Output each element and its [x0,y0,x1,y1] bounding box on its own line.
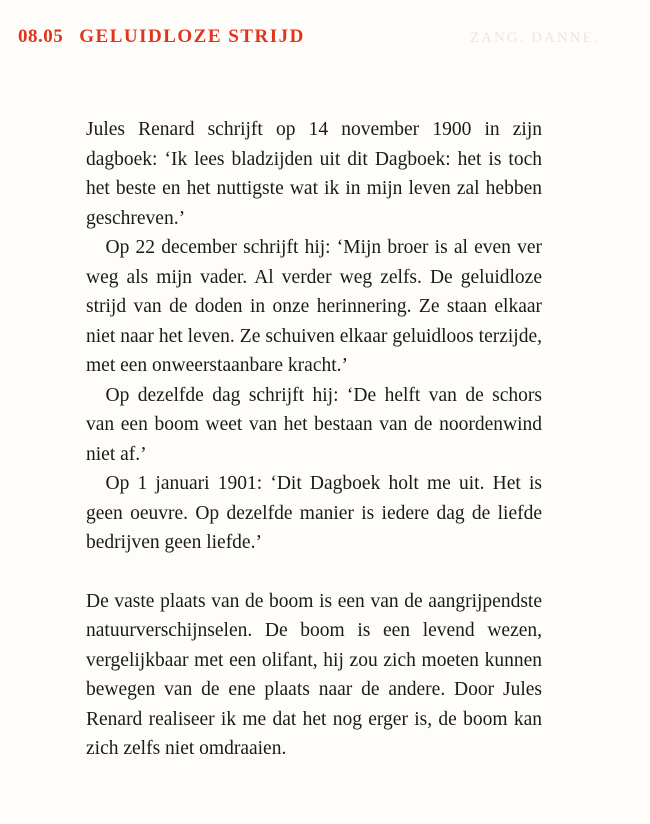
paragraph-2: Op 22 december schrijft hij: ‘Mijn broer is al even ver weg als mijn vader. Al verder weg zelfs. De geluidloze strijd van de doden in onze herinnering. Ze staan elkaar niet naar het leven. Ze schuiven elkaar geluidloos terzijde, met een onweerstaanbare kracht.’ [86,237,542,376]
section-header [18,26,305,48]
body-text [86,115,542,764]
paragraph-1: Jules Renard schrijft op 14 november 1900 in zijn dagboek: ‘Ik lees bladzijden uit dit Dagboek: het is toch het beste en het nuttigste wat ik in mijn leven zal hebben geschreven.’ [86,119,542,229]
paragraph-4: Op 1 januari 1901: ‘Dit Dagboek holt me uit. Het is geen oeuvre. Op dezelfde manier is iedere dag de liefde bedrijven geen liefde.’ [86,473,542,553]
paragraph-5: De vaste plaats van de boom is een van de aangrijpendste natuurverschijnselen. De boom is een levend wezen, vergelijkbaar met een olifant, hij zou zich moeten kunnen bewegen van de ene plaats naar de andere. Door Jules Renard realiseer ik me dat het nog erger is, de boom kan zich zelfs niet omdraaien. [86,590,542,759]
facing-page-bleed-through: ZANG. DANNE. [470,30,600,46]
section-number: 08.05 [18,26,64,47]
paragraph-3: Op dezelfde dag schrijft hij: ‘De helft van de schors van een boom weet van het bestaan van de noordenwind niet af.’ [86,384,542,465]
section-title: GELUIDLOZE STRIJD [79,26,305,47]
